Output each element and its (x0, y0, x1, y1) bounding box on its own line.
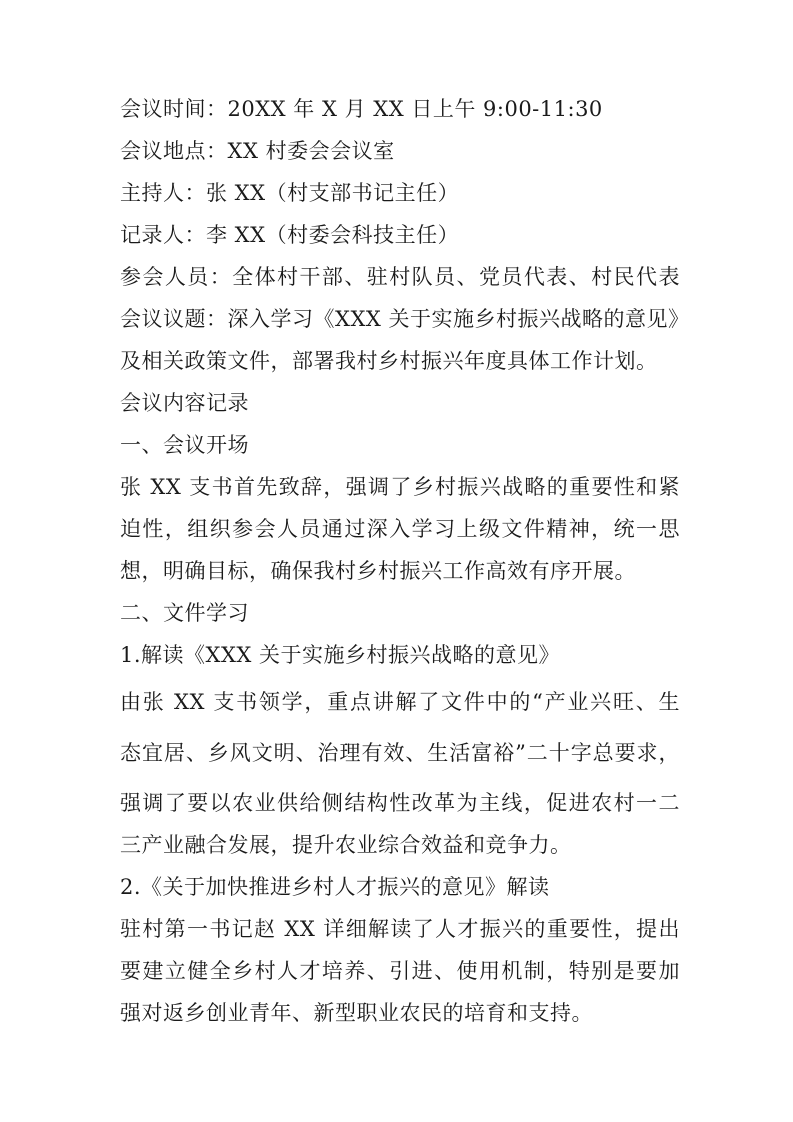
meeting-attendees: 参会人员：全体村干部、驻村队员、党员代表、村民代表 (120, 265, 680, 289)
meeting-time: 会议时间：20XX 年 X 月 XX 日上午 9:00-11:30 (120, 97, 603, 121)
item-2-para-line: 要建立健全乡村人才培养、引进、使用机制，特别是要加 (120, 959, 680, 983)
item-2-para-line: 驻村第一书记赵 XX 详细解读了人才振兴的重要性，提出 (120, 917, 680, 941)
item-1-para-line: 态宜居、乡风文明、治理有效、生活富裕”二十字总要求， (120, 741, 680, 765)
section-1-para-line: 张 XX 支书首先致辞，强调了乡村振兴战略的重要性和紧 (120, 475, 680, 499)
item-2-para-line: 强对返乡创业青年、新型职业农民的培育和支持。 (120, 1001, 593, 1025)
section-1-para-line: 想，明确目标，确保我村乡村振兴工作高效有序开展。 (120, 559, 636, 583)
meeting-location: 会议地点：XX 村委会会议室 (120, 139, 395, 163)
item-2-title: 2.《关于加快推进乡村人才振兴的意见》解读 (120, 875, 550, 899)
meeting-topic-line-1: 会议议题：深入学习《XXX 关于实施乡村振兴战略的意见》 (120, 307, 690, 331)
section-1-para-line: 迫性，组织参会人员通过深入学习上级文件精神，统一思 (120, 517, 680, 541)
meeting-topic-line-2: 及相关政策文件，部署我村乡村振兴年度具体工作计划。 (120, 349, 658, 373)
meeting-recorder: 记录人：李 XX（村委会科技主任） (120, 223, 460, 247)
section-1-title: 一、会议开场 (120, 433, 249, 457)
record-heading: 会议内容记录 (120, 391, 249, 415)
item-1-title: 1.解读《XXX 关于实施乡村振兴战略的意见》 (120, 643, 561, 667)
meeting-host: 主持人：张 XX（村支部书记主任） (120, 181, 460, 205)
item-1-para-line: 强调了要以农业供给侧结构性改革为主线，促进农村一二 (120, 791, 680, 815)
section-2-title: 二、文件学习 (120, 601, 249, 625)
item-1-para-line: 三产业融合发展，提升农业综合效益和竞争力。 (120, 833, 572, 857)
item-1-para-line: 由张 XX 支书领学，重点讲解了文件中的“产业兴旺、生 (120, 690, 680, 714)
